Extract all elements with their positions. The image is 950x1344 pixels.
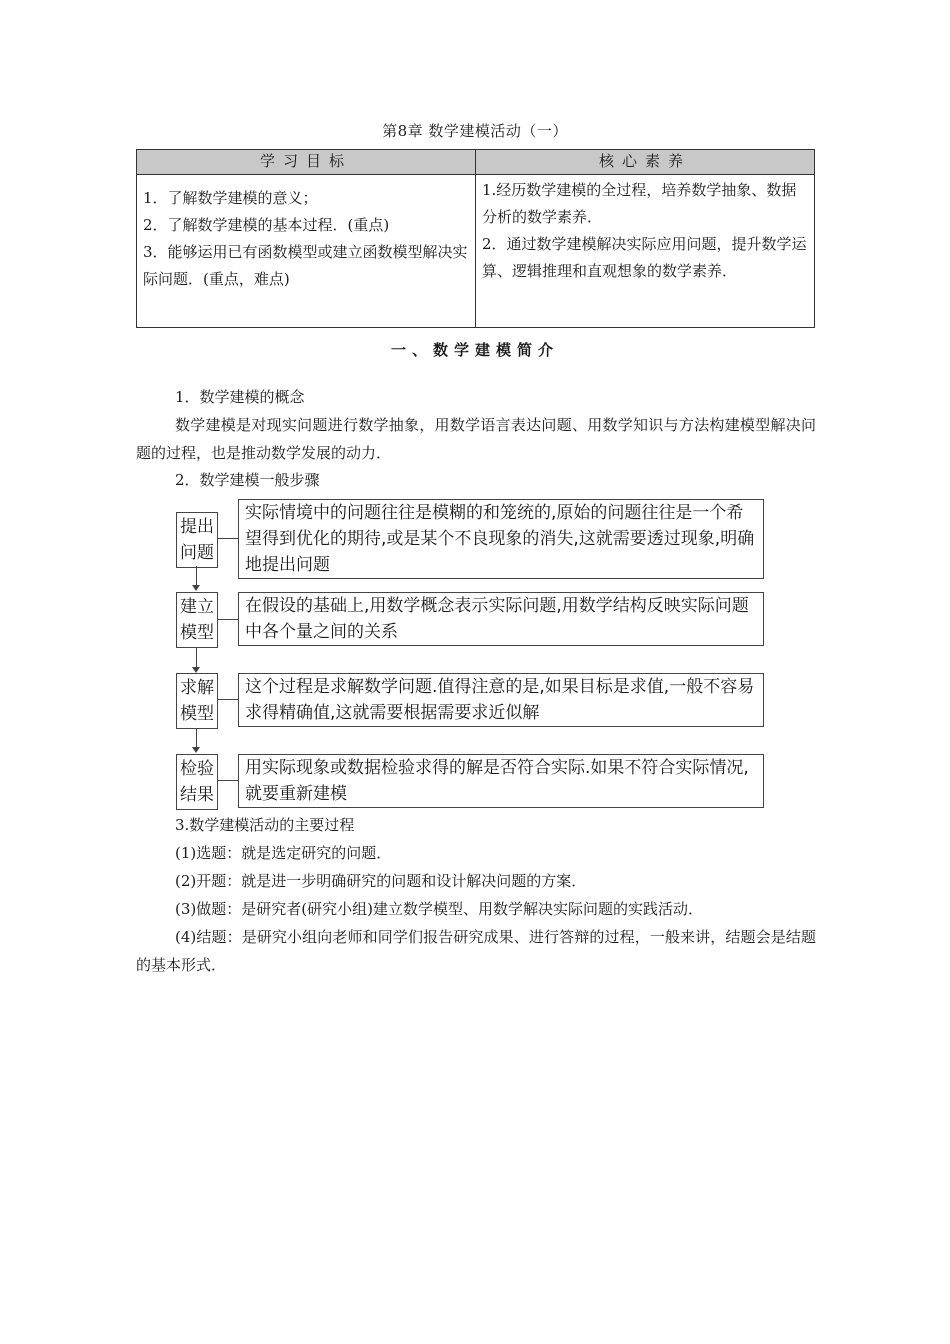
process-item: (4)结题：是研究小组向老师和同学们报告研究成果、进行答辩的过程，一般来讲，结题会是结题的基本形式． bbox=[136, 928, 816, 974]
flow-arrow bbox=[196, 648, 197, 668]
step-label-line: 模型 bbox=[180, 704, 214, 724]
goal-item: 1．了解数学建模的意义； bbox=[143, 189, 318, 207]
step-connector bbox=[218, 699, 238, 700]
step-label bbox=[176, 673, 218, 729]
step-description: 用实际现象或数据检验求得的解是否符合实际.如果不符合实际情况,就要重新建模 bbox=[238, 754, 764, 808]
core-literacy-cell bbox=[476, 175, 815, 328]
step-label-line: 模型 bbox=[180, 623, 214, 643]
concept-body: 数学建模是对现实问题进行数学抽象，用数学语言表达问题、用数学知识与方法构建模型解决问题的过程，也是推动数学发展的动力． bbox=[136, 416, 816, 462]
step-connector bbox=[218, 619, 238, 620]
goals-header-left: 学习目标 bbox=[137, 150, 476, 175]
flow-arrow bbox=[196, 566, 197, 586]
step-label-line: 提出 bbox=[180, 517, 214, 537]
learning-goals-cell bbox=[137, 175, 476, 328]
step-connector bbox=[218, 538, 238, 539]
step-label bbox=[176, 512, 218, 568]
concept-heading: 1．数学建模的概念 bbox=[175, 388, 305, 406]
literacy-item: 1.经历数学建模的全过程，培养数学抽象、数据分析的数学素养． bbox=[482, 181, 797, 226]
step-description: 这个过程是求解数学问题.值得注意的是,如果目标是求值,一般不容易求得精确值,这就需要根据需要求近似解 bbox=[238, 673, 764, 727]
process-item: (3)做题：是研究者(研究小组)建立数学模型、用数学解决实际问题的实践活动． bbox=[175, 900, 703, 918]
step-label-line: 求解 bbox=[180, 678, 214, 698]
goals-table bbox=[136, 149, 815, 328]
step-label-line: 检验 bbox=[180, 759, 214, 779]
step-description: 在假设的基础上,用数学概念表示实际问题,用数学结构反映实际问题中各个量之间的关系 bbox=[238, 592, 764, 646]
step-label-line: 问题 bbox=[180, 543, 214, 563]
goal-item: 2．了解数学建模的基本过程．(重点) bbox=[143, 216, 390, 234]
goals-header-right: 核心素养 bbox=[476, 150, 815, 175]
step-label bbox=[176, 592, 218, 648]
flow-arrow bbox=[196, 729, 197, 748]
process-heading: 3.数学建模活动的主要过程 bbox=[175, 816, 355, 834]
step-label-line: 结果 bbox=[180, 785, 214, 805]
section-heading: 一、数学建模简介 bbox=[390, 341, 559, 359]
process-item: (2)开题：就是进一步明确研究的问题和设计解决问题的方案． bbox=[175, 872, 587, 890]
arrow-down-icon bbox=[192, 585, 200, 591]
step-connector bbox=[218, 780, 238, 781]
step-label-line: 建立 bbox=[180, 597, 214, 617]
goal-item: 3．能够运用已有函数模型或建立函数模型解决实际问题．(重点，难点) bbox=[143, 243, 468, 288]
process-item: (1)选题：就是选定研究的问题． bbox=[175, 844, 392, 862]
steps-heading: 2．数学建模一般步骤 bbox=[175, 471, 320, 489]
arrow-down-icon bbox=[192, 747, 200, 753]
step-description: 实际情境中的问题往往是模糊的和笼统的,原始的问题往往是一个希望得到优化的期待,或是某个不良现象的消失,这就需要透过现象,明确地提出问题 bbox=[238, 499, 764, 579]
chapter-title: 第8章 数学建模活动（一） bbox=[382, 122, 568, 140]
literacy-item: 2．通过数学建模解决实际应用问题，提升数学运算、逻辑推理和直观想象的数学素养． bbox=[482, 235, 807, 280]
step-label bbox=[176, 754, 218, 810]
